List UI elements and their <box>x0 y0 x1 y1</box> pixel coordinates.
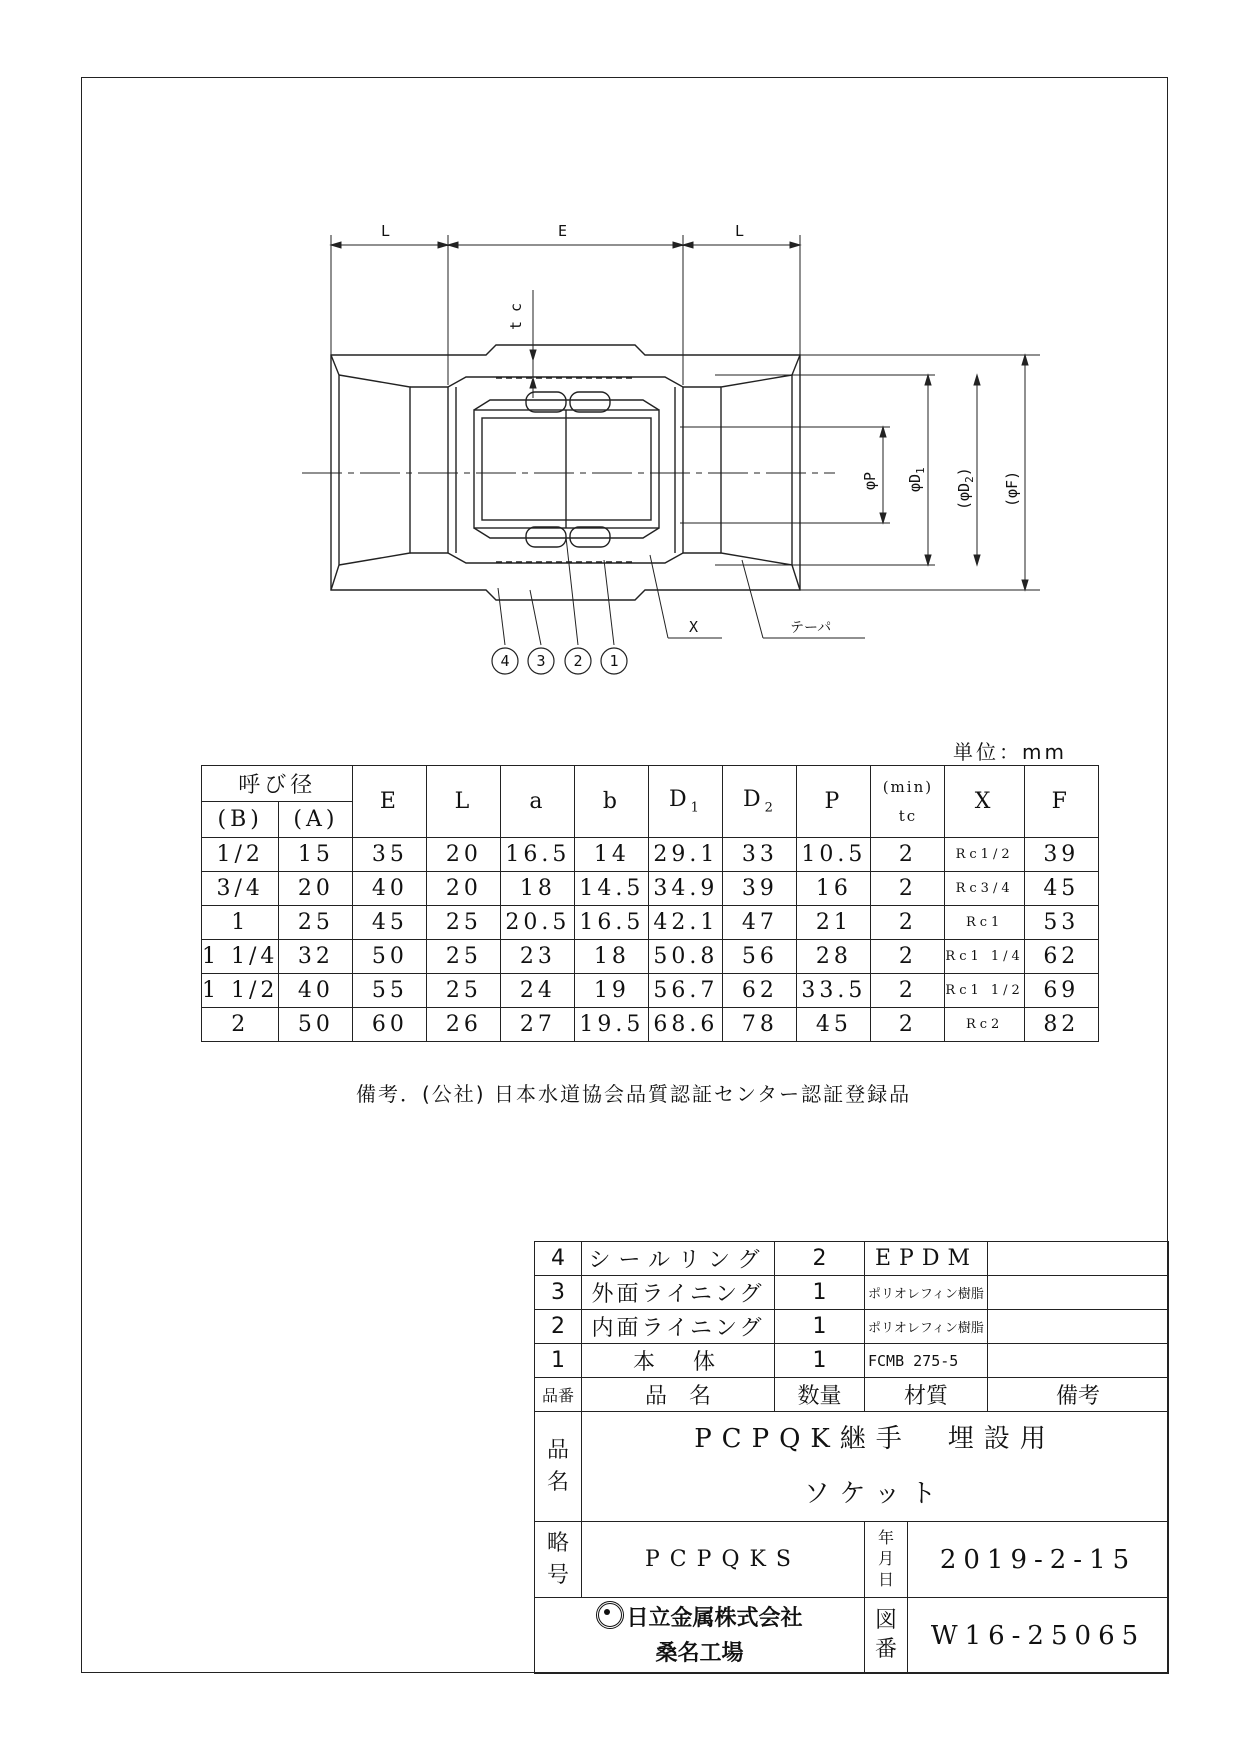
part-no: 4 <box>535 1242 582 1276</box>
remark-text: 備考．(公社) 日本水道協会品質認証センター認証登録品 <box>356 1082 912 1106</box>
drawing-no-cell: 図 番 W16-25065 <box>865 1598 1169 1674</box>
balloon-3: 3 <box>536 652 546 670</box>
cell-L: 26 <box>427 1008 501 1042</box>
part-no: 1 <box>535 1344 582 1378</box>
cell-F: 82 <box>1024 1008 1098 1042</box>
part-qty: 1 <box>775 1310 865 1344</box>
balloon-4: 4 <box>500 652 510 670</box>
hitachi-logo-icon <box>596 1601 624 1629</box>
cell-b: 19 <box>575 974 649 1008</box>
unit-label: 単位：mm <box>953 740 1067 764</box>
dim-F-label: (φF) <box>1003 470 1021 507</box>
part-note <box>988 1276 1169 1310</box>
cell-E: 50 <box>353 940 427 974</box>
code-label: 略 号 <box>535 1522 582 1598</box>
cell-D2: 56 <box>723 940 797 974</box>
header-part-no: 品番 <box>535 1378 582 1412</box>
cell-X: Rc1/2 <box>945 838 1024 872</box>
dim-D2-label: $(\varphi D_2)$ <box>955 467 976 510</box>
header-X: X <box>945 766 1024 838</box>
cell-X: Rc1 1/4 <box>945 940 1024 974</box>
cell-F: 53 <box>1024 906 1098 940</box>
cell-D2: 62 <box>723 974 797 1008</box>
table-row <box>202 940 1099 974</box>
part-name: 本 体 <box>582 1344 775 1378</box>
cell-B: 1/2 <box>202 838 279 872</box>
cell-P: 10.5 <box>797 838 871 872</box>
part-material: ポリオレフィン樹脂 <box>865 1276 988 1310</box>
header-E: E <box>353 766 427 838</box>
cell-P: 45 <box>797 1008 871 1042</box>
cell-X: Rc1 <box>945 906 1024 940</box>
header-material: 材質 <box>865 1378 988 1412</box>
drawing-number: W16-25065 <box>930 1620 1146 1651</box>
cell-D2: 39 <box>723 872 797 906</box>
cell-tc: 2 <box>871 974 945 1008</box>
cell-F: 39 <box>1024 838 1098 872</box>
cell-E: 60 <box>353 1008 427 1042</box>
cell-a: 23 <box>501 940 575 974</box>
cell-tc: 2 <box>871 940 945 974</box>
cell-B: 2 <box>202 1008 279 1042</box>
part-note <box>988 1242 1169 1276</box>
cell-b: 19.5 <box>575 1008 649 1042</box>
header-B: (B) <box>202 802 279 838</box>
cell-tc: 2 <box>871 906 945 940</box>
label-X: X <box>689 618 699 636</box>
dim-E-label: E <box>558 222 568 240</box>
cell-L: 20 <box>427 872 501 906</box>
inner-lining <box>474 400 659 538</box>
cell-P: 33.5 <box>797 974 871 1008</box>
cell-P: 21 <box>797 906 871 940</box>
cell-E: 35 <box>353 838 427 872</box>
cell-B: 3/4 <box>202 872 279 906</box>
parts-header-row <box>535 1378 1169 1412</box>
part-name: シールリング <box>582 1242 775 1276</box>
cell-X: Rc1 1/2 <box>945 974 1024 1008</box>
cell-E: 55 <box>353 974 427 1008</box>
table-row <box>202 1008 1099 1042</box>
cell-A: 15 <box>279 838 353 872</box>
seal-rings <box>526 392 610 547</box>
header-L: L <box>427 766 501 838</box>
product-name: PCPQK継手 埋設用 ソケット <box>582 1412 1169 1522</box>
socket-cross-section-drawing <box>0 0 1240 700</box>
cell-D1: 68.6 <box>649 1008 723 1042</box>
table-row <box>202 838 1099 872</box>
cell-D1: 56.7 <box>649 974 723 1008</box>
company-name: 日立金属株式会社 <box>626 1605 803 1631</box>
title-block <box>534 1241 1169 1674</box>
header-D2: $D_2$ <box>723 766 797 838</box>
cell-D2: 33 <box>723 838 797 872</box>
cell-a: 20.5 <box>501 906 575 940</box>
header-tc: (min) tc <box>871 766 945 838</box>
part-no: 2 <box>535 1310 582 1344</box>
product-code: PCPQKS <box>582 1522 865 1598</box>
part-qty: 1 <box>775 1276 865 1310</box>
cell-F: 45 <box>1024 872 1098 906</box>
cell-A: 20 <box>279 872 353 906</box>
cell-X: Rc3/4 <box>945 872 1024 906</box>
part-qty: 2 <box>775 1242 865 1276</box>
cell-A: 25 <box>279 906 353 940</box>
cell-F: 69 <box>1024 974 1098 1008</box>
cell-tc: 2 <box>871 1008 945 1042</box>
cell-a: 24 <box>501 974 575 1008</box>
cell-b: 14.5 <box>575 872 649 906</box>
dim-L-left-label: L <box>381 222 391 240</box>
cell-P: 16 <box>797 872 871 906</box>
product-name-label: 品 名 <box>535 1412 582 1522</box>
parts-row <box>535 1276 1169 1310</box>
cell-B: 1 <box>202 906 279 940</box>
dimension-table <box>201 765 1099 1042</box>
table-row <box>202 872 1099 906</box>
date-value: 2019-2-15 <box>939 1544 1137 1575</box>
parts-row <box>535 1242 1169 1276</box>
header-qty: 数量 <box>775 1378 865 1412</box>
cell-B: 1 1/2 <box>202 974 279 1008</box>
cell-D1: 34.9 <box>649 872 723 906</box>
part-qty: 1 <box>775 1344 865 1378</box>
cell-D2: 47 <box>723 906 797 940</box>
part-material: ポリオレフィン樹脂 <box>865 1310 988 1344</box>
cell-b: 18 <box>575 940 649 974</box>
part-name: 外面ライニング <box>582 1276 775 1310</box>
parts-row <box>535 1310 1169 1344</box>
cell-b: 14 <box>575 838 649 872</box>
header-a: a <box>501 766 575 838</box>
dimension-lines <box>302 235 1040 590</box>
cell-L: 25 <box>427 940 501 974</box>
cell-D1: 29.1 <box>649 838 723 872</box>
dim-P-label: φP <box>861 471 879 490</box>
factory-name: 桑名工場 <box>655 1640 744 1666</box>
part-balloons <box>492 648 627 674</box>
dim-L-right-label: L <box>735 222 745 240</box>
cell-E: 40 <box>353 872 427 906</box>
label-taper: テーパ <box>790 620 832 636</box>
balloon-2: 2 <box>573 652 583 670</box>
cell-A: 32 <box>279 940 353 974</box>
header-part-name: 品 名 <box>582 1378 775 1412</box>
table-row <box>202 974 1099 1008</box>
cell-tc: 2 <box>871 838 945 872</box>
header-nominal-size: 呼び径 <box>202 766 353 802</box>
cell-D2: 78 <box>723 1008 797 1042</box>
cell-B: 1 1/4 <box>202 940 279 974</box>
header-A: (A) <box>279 802 353 838</box>
dim-D1-label: $\varphi D_1$ <box>906 467 927 492</box>
company-cell <box>535 1598 865 1674</box>
part-no: 3 <box>535 1276 582 1310</box>
cell-A: 40 <box>279 974 353 1008</box>
cell-L: 25 <box>427 974 501 1008</box>
header-F: F <box>1024 766 1098 838</box>
cell-X: Rc2 <box>945 1008 1024 1042</box>
balloon-1: 1 <box>609 652 619 670</box>
cell-a: 27 <box>501 1008 575 1042</box>
dim-tc-label: t c <box>507 302 525 330</box>
cell-P: 28 <box>797 940 871 974</box>
cell-D1: 42.1 <box>649 906 723 940</box>
cell-E: 45 <box>353 906 427 940</box>
cell-a: 16.5 <box>501 838 575 872</box>
header-P: P <box>797 766 871 838</box>
cell-tc: 2 <box>871 872 945 906</box>
cell-D1: 50.8 <box>649 940 723 974</box>
header-note: 備考 <box>988 1378 1169 1412</box>
cell-b: 16.5 <box>575 906 649 940</box>
header-b: b <box>575 766 649 838</box>
part-name: 内面ライニング <box>582 1310 775 1344</box>
parts-row <box>535 1344 1169 1378</box>
part-note <box>988 1310 1169 1344</box>
header-D1: $D_1$ <box>649 766 723 838</box>
cell-L: 20 <box>427 838 501 872</box>
part-material: FCMB 275-5 <box>865 1344 988 1378</box>
part-material: EPDM <box>865 1242 988 1276</box>
cell-F: 62 <box>1024 940 1098 974</box>
table-row <box>202 906 1099 940</box>
cell-L: 25 <box>427 906 501 940</box>
cell-A: 50 <box>279 1008 353 1042</box>
cell-a: 18 <box>501 872 575 906</box>
part-note <box>988 1344 1169 1378</box>
date-cell: 年 月 日 2019-2-15 <box>865 1522 1169 1598</box>
